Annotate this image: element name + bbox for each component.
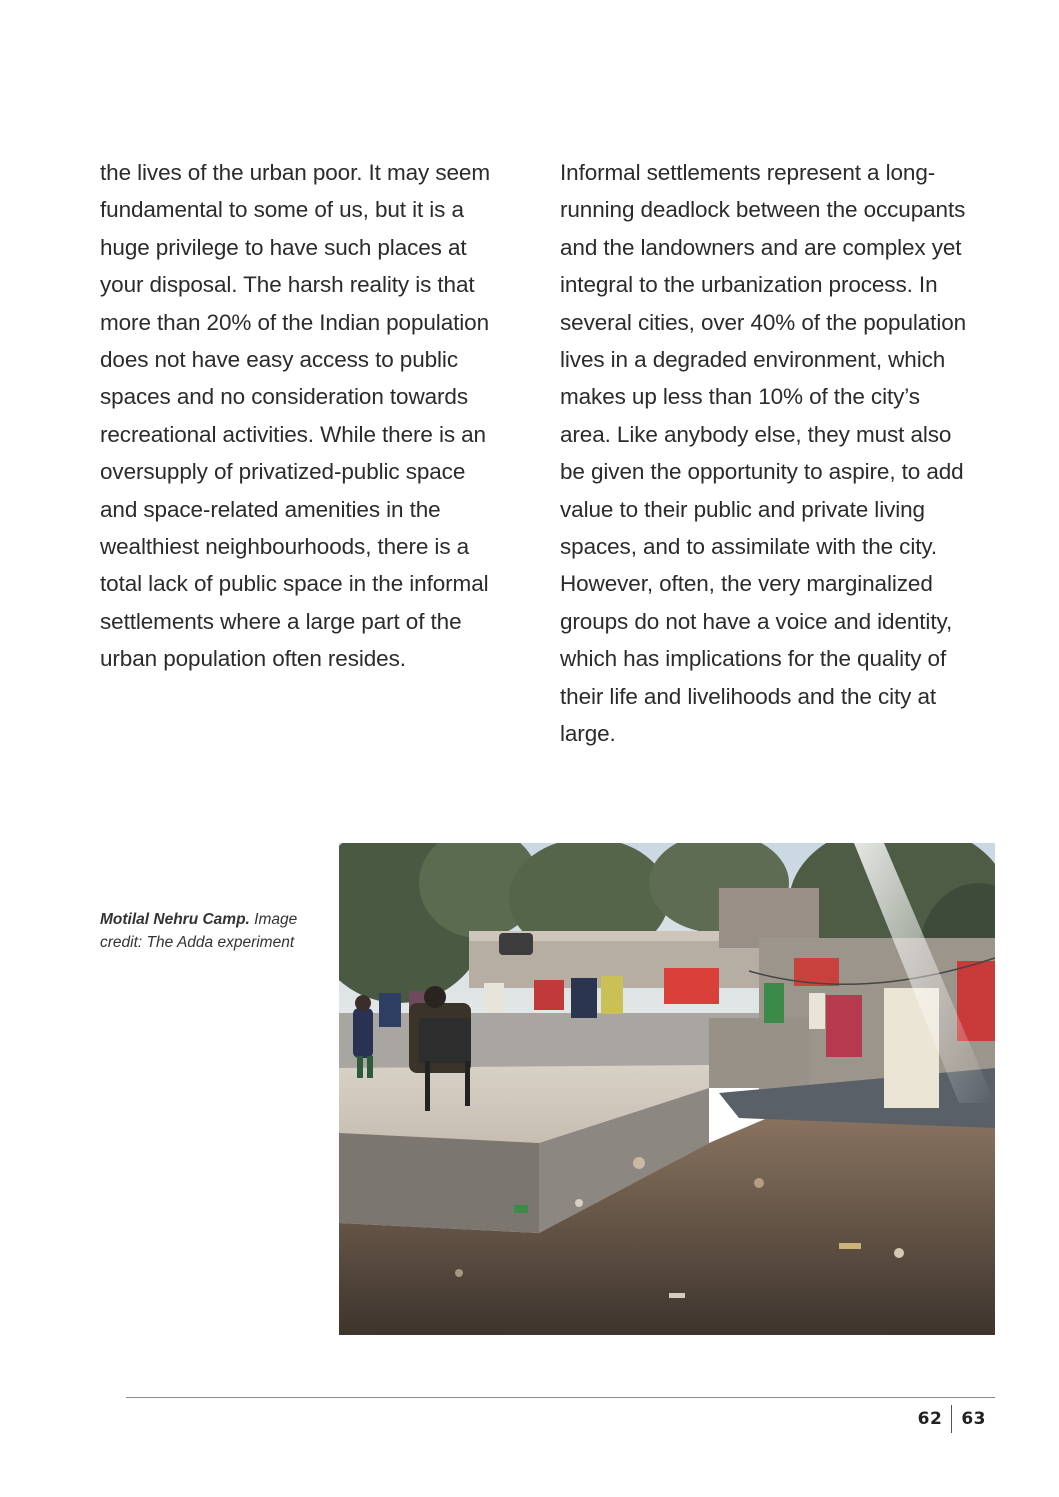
paragraph-line: However, often, the very marginalized <box>560 571 933 597</box>
caption-credit: credit: The Adda experiment <box>100 934 295 951</box>
paragraph-line: makes up less than 10% of the city’s <box>560 384 920 410</box>
paragraph-line: and space-related amenities in the <box>100 496 441 522</box>
page-number-left: 62 <box>917 1409 943 1429</box>
paragraph-line: settlements where a large part of the <box>100 608 462 634</box>
paragraph-line: wealthiest neighbourhoods, there is a <box>100 534 470 560</box>
paragraph-line: your disposal. The harsh reality is that <box>100 272 475 298</box>
page-number-divider <box>951 1405 952 1433</box>
paragraph-line: Informal settlements represent a long- <box>560 160 936 185</box>
paragraph-line: value to their public and private living <box>560 496 925 522</box>
paragraph-line: fundamental to some of us, but it is a <box>100 197 464 223</box>
caption-title: Motilal Nehru Camp. <box>100 911 250 928</box>
settlement-photo <box>339 843 995 1335</box>
paragraph-line: spaces and no consideration towards <box>100 384 468 410</box>
caption-text: Image <box>249 911 298 928</box>
paragraph-line: total lack of public space in the informal <box>100 571 489 597</box>
photo-caption <box>100 908 330 954</box>
paragraph-line: and the landowners and are complex yet <box>560 234 962 260</box>
paragraph-line: integral to the urbanization process. In <box>560 272 938 298</box>
paragraph-line: does not have easy access to public <box>100 347 458 373</box>
paragraph-line: the lives of the urban poor. It may seem <box>100 160 490 185</box>
paragraph-line: which has implications for the quality of <box>560 646 947 672</box>
page-numbers <box>918 1405 986 1433</box>
paragraph-line: large. <box>560 721 616 747</box>
right-text-column <box>560 154 1005 753</box>
paragraph-line: several cities, over 40% of the population <box>560 309 967 335</box>
paragraph-line: more than 20% of the Indian population <box>100 309 489 335</box>
paragraph-line: recreational activities. While there is an <box>100 421 486 447</box>
paragraph-line: lives in a degraded environment, which <box>560 347 946 373</box>
footer-rule <box>126 1397 995 1398</box>
left-text-column <box>100 154 540 678</box>
page-number-right: 63 <box>961 1409 986 1429</box>
paragraph-line: groups do not have a voice and identity, <box>560 608 953 634</box>
paragraph-line: huge privilege to have such places at <box>100 234 467 260</box>
paragraph-line: spaces, and to assimilate with the city. <box>560 534 938 560</box>
paragraph-line: their life and livelihoods and the city at <box>560 683 937 709</box>
paragraph-line: running deadlock between the occupants <box>560 197 966 223</box>
paragraph-line: urban population often resides. <box>100 646 406 672</box>
paragraph-line: be given the opportunity to aspire, to add <box>560 459 964 485</box>
paragraph-line: area. Like anybody else, they must also <box>560 421 952 447</box>
paragraph-line: oversupply of privatized-public space <box>100 459 466 485</box>
